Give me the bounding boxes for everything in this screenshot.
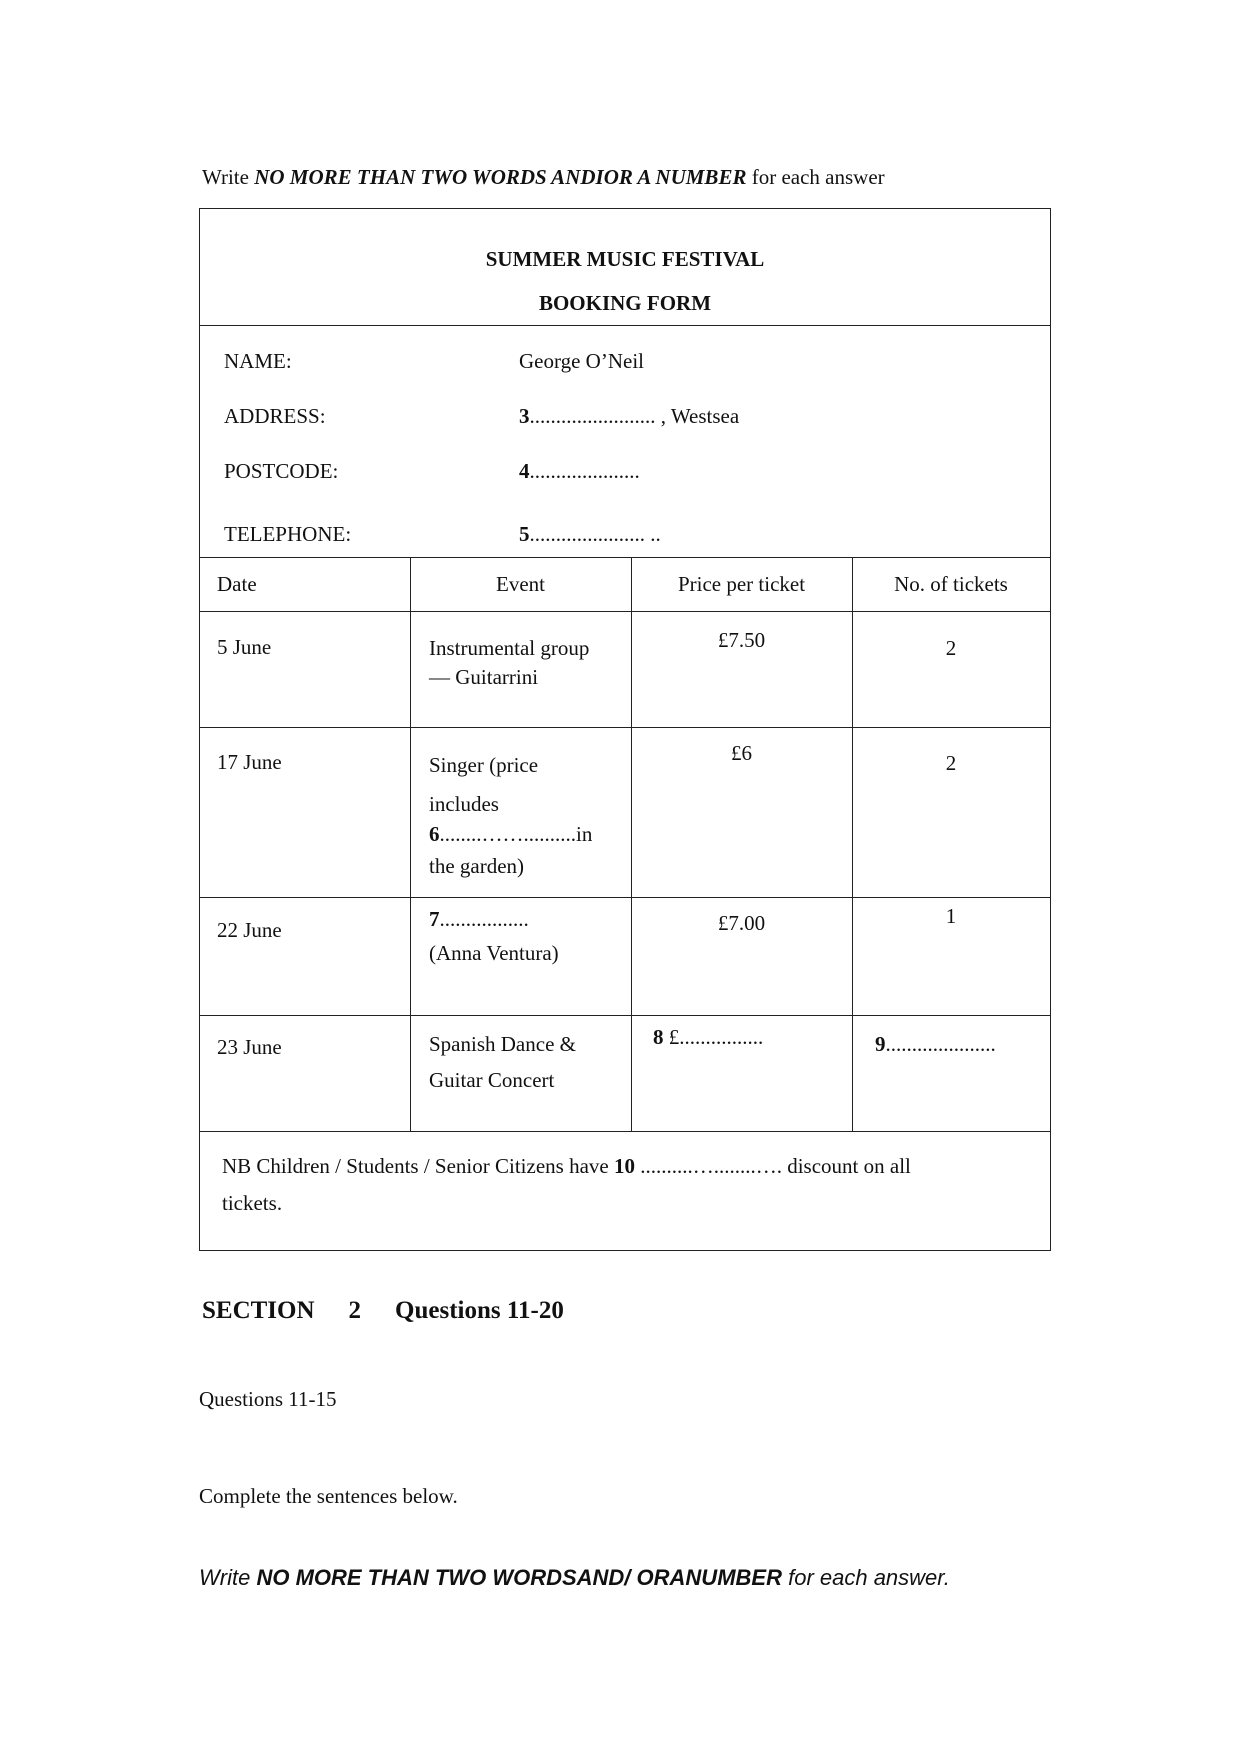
sub-heading: Questions 11-15 — [199, 1387, 337, 1411]
row-event-line: Guitar Concert — [429, 1068, 555, 1092]
row-event: Spanish Dance & — [429, 1032, 576, 1056]
final-instruction: Write NO MORE THAN TWO WORDSAND/ ORANUMBER for each answer. — [199, 1565, 950, 1590]
section-heading: SECTION 2 Questions 11-20 — [202, 1297, 564, 1324]
row-date: 22 June — [217, 918, 282, 942]
row-date: 17 June — [217, 750, 282, 774]
row-event-line: the garden) — [429, 854, 525, 878]
row-event: Singer (price — [429, 753, 539, 777]
row-tickets-blank: 9..................... — [875, 1032, 996, 1056]
form-subtitle: BOOKING FORM — [538, 291, 712, 315]
row-price: £7.50 — [717, 628, 766, 652]
row-date: 23 June — [217, 1035, 282, 1059]
header-price: Price per ticket — [677, 572, 806, 596]
row-date: 5 June — [217, 635, 272, 659]
divider — [200, 897, 1050, 898]
name-label: NAME: — [224, 349, 292, 373]
name-value: George O’Neil — [519, 349, 644, 373]
row-tickets: 2 — [945, 636, 957, 660]
telephone-label: TELEPHONE: — [224, 522, 352, 546]
header-event: Event — [496, 572, 545, 596]
intro-instruction: Write NO MORE THAN TWO WORDS ANDIOR A NUMBER for each answer — [202, 165, 885, 189]
divider — [200, 557, 1050, 558]
row-event-line: (Anna Ventura) — [429, 941, 559, 965]
booking-form — [199, 208, 1051, 1251]
form-title: SUMMER MUSIC FESTIVAL — [485, 247, 765, 271]
row-event-blank: 6........……..........in — [429, 822, 593, 846]
postcode-label: POSTCODE: — [224, 459, 339, 483]
header-tickets: No. of tickets — [894, 572, 1008, 596]
discount-note-line: tickets. — [222, 1191, 283, 1215]
telephone-value: 5...................... .. — [519, 522, 661, 546]
postcode-value: 4..................... — [519, 459, 640, 483]
divider — [200, 611, 1050, 612]
divider — [200, 1131, 1050, 1132]
row-event-blank: 7................. — [429, 907, 529, 931]
row-price: £6 — [731, 741, 752, 765]
row-event-line: — Guitarrini — [429, 665, 539, 689]
divider — [200, 1015, 1050, 1016]
instruction: Complete the sentences below. — [199, 1484, 458, 1508]
row-price: £7.00 — [717, 911, 766, 935]
row-event-line: includes — [429, 792, 499, 816]
address-value: 3........................ , Westsea — [519, 404, 740, 428]
discount-note: NB Children / Students / Senior Citizens have 10 ..........…........…. discount on all — [222, 1154, 911, 1178]
divider — [200, 325, 1050, 326]
address-label: ADDRESS: — [224, 404, 326, 428]
column-divider — [410, 557, 411, 1131]
divider — [200, 727, 1050, 728]
row-price-blank: 8 £................ — [653, 1025, 764, 1049]
row-event: Instrumental group — [429, 636, 590, 660]
row-tickets: 2 — [945, 751, 957, 775]
row-tickets: 1 — [945, 904, 957, 928]
header-date: Date — [217, 572, 257, 596]
